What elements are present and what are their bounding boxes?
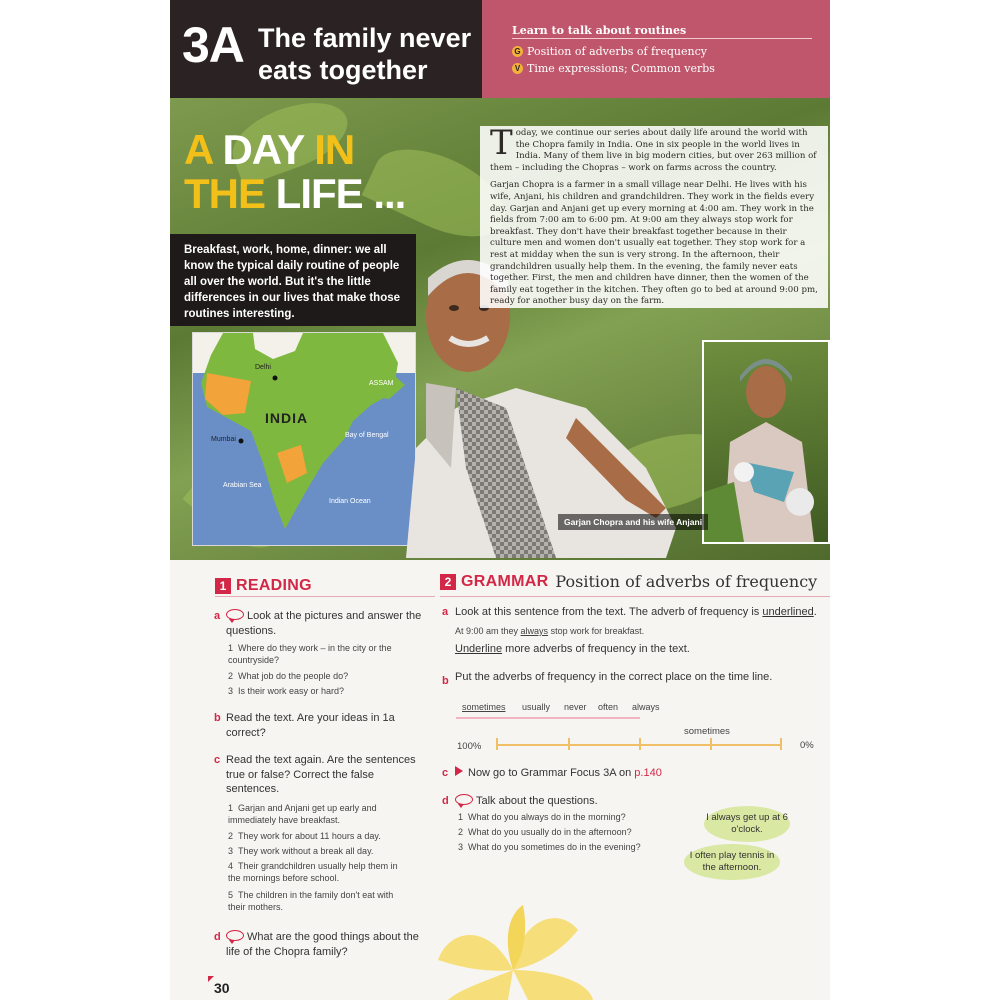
section-title: READING	[236, 577, 312, 594]
section-number: 1	[215, 578, 231, 594]
section-subtitle: Position of adverbs of frequency	[555, 572, 818, 591]
timeline-tick	[780, 738, 782, 750]
list-item: 3 What do you sometimes do in the evening?	[458, 842, 641, 852]
grammar-focus-link[interactable]: p.140	[634, 767, 662, 779]
map-label-arabian: Arabian Sea	[223, 482, 262, 489]
timeline-tick	[710, 738, 712, 750]
grammar-task: Underline more adverbs of frequency in the text.	[455, 643, 690, 655]
list-item: 2 They work for about 11 hours a day.	[228, 831, 381, 841]
india-map	[192, 332, 416, 546]
grammar-question-a: Look at this sentence from the text. The adverb of frequency is underlined.	[455, 606, 817, 618]
timeline-tick	[639, 738, 641, 750]
timeline-tick	[568, 738, 570, 750]
wife-photo	[702, 340, 830, 544]
divider	[215, 596, 435, 597]
speaking-icon	[226, 930, 244, 941]
drop-cap: T	[490, 123, 513, 163]
exercise-letter: d	[214, 931, 221, 943]
list-item: 3 They work without a break all day.	[228, 846, 374, 856]
unit-title: The family never eats together	[258, 23, 472, 85]
page-number: 30	[214, 980, 230, 996]
section-title: GRAMMAR	[461, 572, 549, 590]
vocabulary-badge-icon: V	[512, 63, 523, 74]
map-label-ocean: Indian Ocean	[329, 498, 371, 505]
speech-bubble: I often play tennis in the afternoon.	[684, 844, 780, 880]
section-number: 2	[440, 574, 456, 590]
divider	[512, 38, 812, 39]
timeline-tick	[496, 738, 498, 750]
unit-number: 3A	[182, 17, 244, 73]
exercise-letter: a	[214, 610, 221, 622]
reading-question-c: Read the text again. Are the sentences true or false? Correct the false sentences.	[226, 754, 416, 795]
speaking-icon	[226, 609, 244, 620]
list-item: 5 The children in the family don't eat with their mothers.	[228, 890, 394, 912]
speech-bubble: I always get up at 6 o'clock.	[704, 806, 790, 842]
reading-question-b: Read the text. Are your ideas in 1a correct?	[226, 712, 395, 739]
reading-question-a: Look at the pictures and answer the questions.	[226, 610, 422, 637]
list-item: 2 What do you usually do in the afternoon?	[458, 827, 632, 837]
word-option: always	[632, 702, 660, 712]
speaking-icon	[455, 794, 473, 805]
feature-headline: A DAY IN THE LIFE ...	[184, 126, 406, 217]
reading-heading	[215, 577, 312, 595]
grammar-question-b: Put the adverbs of frequency in the correct place on the time line.	[455, 671, 773, 683]
list-item: 2 What job do the people do?	[228, 671, 349, 681]
article-paragraph-2: Garjan Chopra is a farmer in a small village near Delhi. He lives with his wife, Anjani, his children and grandchildren. They work in the fields every day. Garjan and Anjani get up every morning at 4:00 am. They work in the fields from 7:00 am to 6:00 pm. At 9:00 am they always stop work for breakfast. They don't have their breakfast together because in their culture men and women don't usually eat together. They stop work for a rest at midday when the sun is very strong. In the afternoon, their grandchildren usually help them. In the evening, the family never eats together. First, the men and children have dinner, then the women of the family eat together in the kitchen. They often go to bed at around 9:00 pm, ready for another busy day on the farm.	[490, 180, 818, 307]
article-text	[490, 123, 820, 314]
list-item: 3 Is their work easy or hard?	[228, 686, 345, 696]
exercise-letter: a	[442, 606, 449, 618]
objective-text: Position of adverbs of frequency	[527, 45, 707, 58]
list-item: 1 Where do they work – in the city or the countryside?	[228, 643, 392, 665]
unit-header	[170, 0, 482, 98]
flower-decoration	[428, 900, 598, 1000]
exercise-letter: b	[442, 675, 449, 687]
reading-question-d: What are the good things about the life of the Chopra family?	[226, 931, 419, 958]
map-label-mumbai: Mumbai	[211, 436, 236, 443]
map-country-label: INDIA	[265, 410, 309, 426]
word-option: sometimes	[462, 702, 506, 712]
timeline-label: sometimes	[684, 726, 730, 737]
objectives-panel	[482, 0, 830, 98]
timeline-end: 0%	[800, 740, 814, 751]
objective-text: Time expressions; Common verbs	[527, 62, 715, 75]
divider	[440, 596, 830, 597]
grammar-heading	[440, 572, 817, 591]
photo-caption: Garjan Chopra and his wife Anjani	[558, 514, 708, 530]
play-icon	[455, 766, 463, 776]
textbook-page	[170, 0, 830, 1000]
word-option: often	[598, 702, 619, 712]
exercise-letter: b	[214, 712, 221, 724]
exercise-letter: d	[442, 795, 449, 807]
exercise-letter: c	[214, 754, 221, 766]
grammar-question-d: Talk about the questions.	[455, 794, 715, 809]
map-label-delhi: Delhi	[255, 364, 271, 371]
list-item: 1 Garjan and Anjani get up early and immediately have breakfast.	[228, 803, 377, 825]
word-option: usually	[522, 702, 551, 712]
article-paragraph-1: oday, we continue our series about daily life around the world with the Chopra family in India. One in six people in the world lives in India. Many of them live in big modern cities, but over 263 million of them – including the Chopras – work on farms across the country.	[490, 128, 817, 173]
exercise-letter: c	[442, 767, 449, 779]
list-item: 4 Their grandchildren usually help them in the mornings before school.	[228, 861, 398, 883]
list-item: 1 What do you always do in the morning?	[458, 812, 626, 822]
feature-photo	[170, 98, 830, 560]
objective-vocabulary	[512, 62, 715, 75]
timeline-start: 100%	[457, 741, 482, 752]
intro-panel: Breakfast, work, home, dinner: we all know the typical daily routine of people all over the world. But it's the little differences in our lives that make those routines interesting.	[170, 234, 416, 326]
map-label-bay: Bay of Bengal	[345, 432, 389, 439]
grammar-question-c: Now go to Grammar Focus 3A on p.140	[455, 766, 755, 781]
map-label-assam: ASSAM	[369, 380, 394, 387]
grammar-badge-icon: G	[512, 46, 523, 57]
grammar-example: At 9:00 am they always stop work for breakfast.	[455, 626, 645, 636]
objective-grammar	[512, 45, 707, 58]
word-option: never	[564, 702, 587, 712]
learn-heading: Learn to talk about routines	[512, 24, 687, 37]
